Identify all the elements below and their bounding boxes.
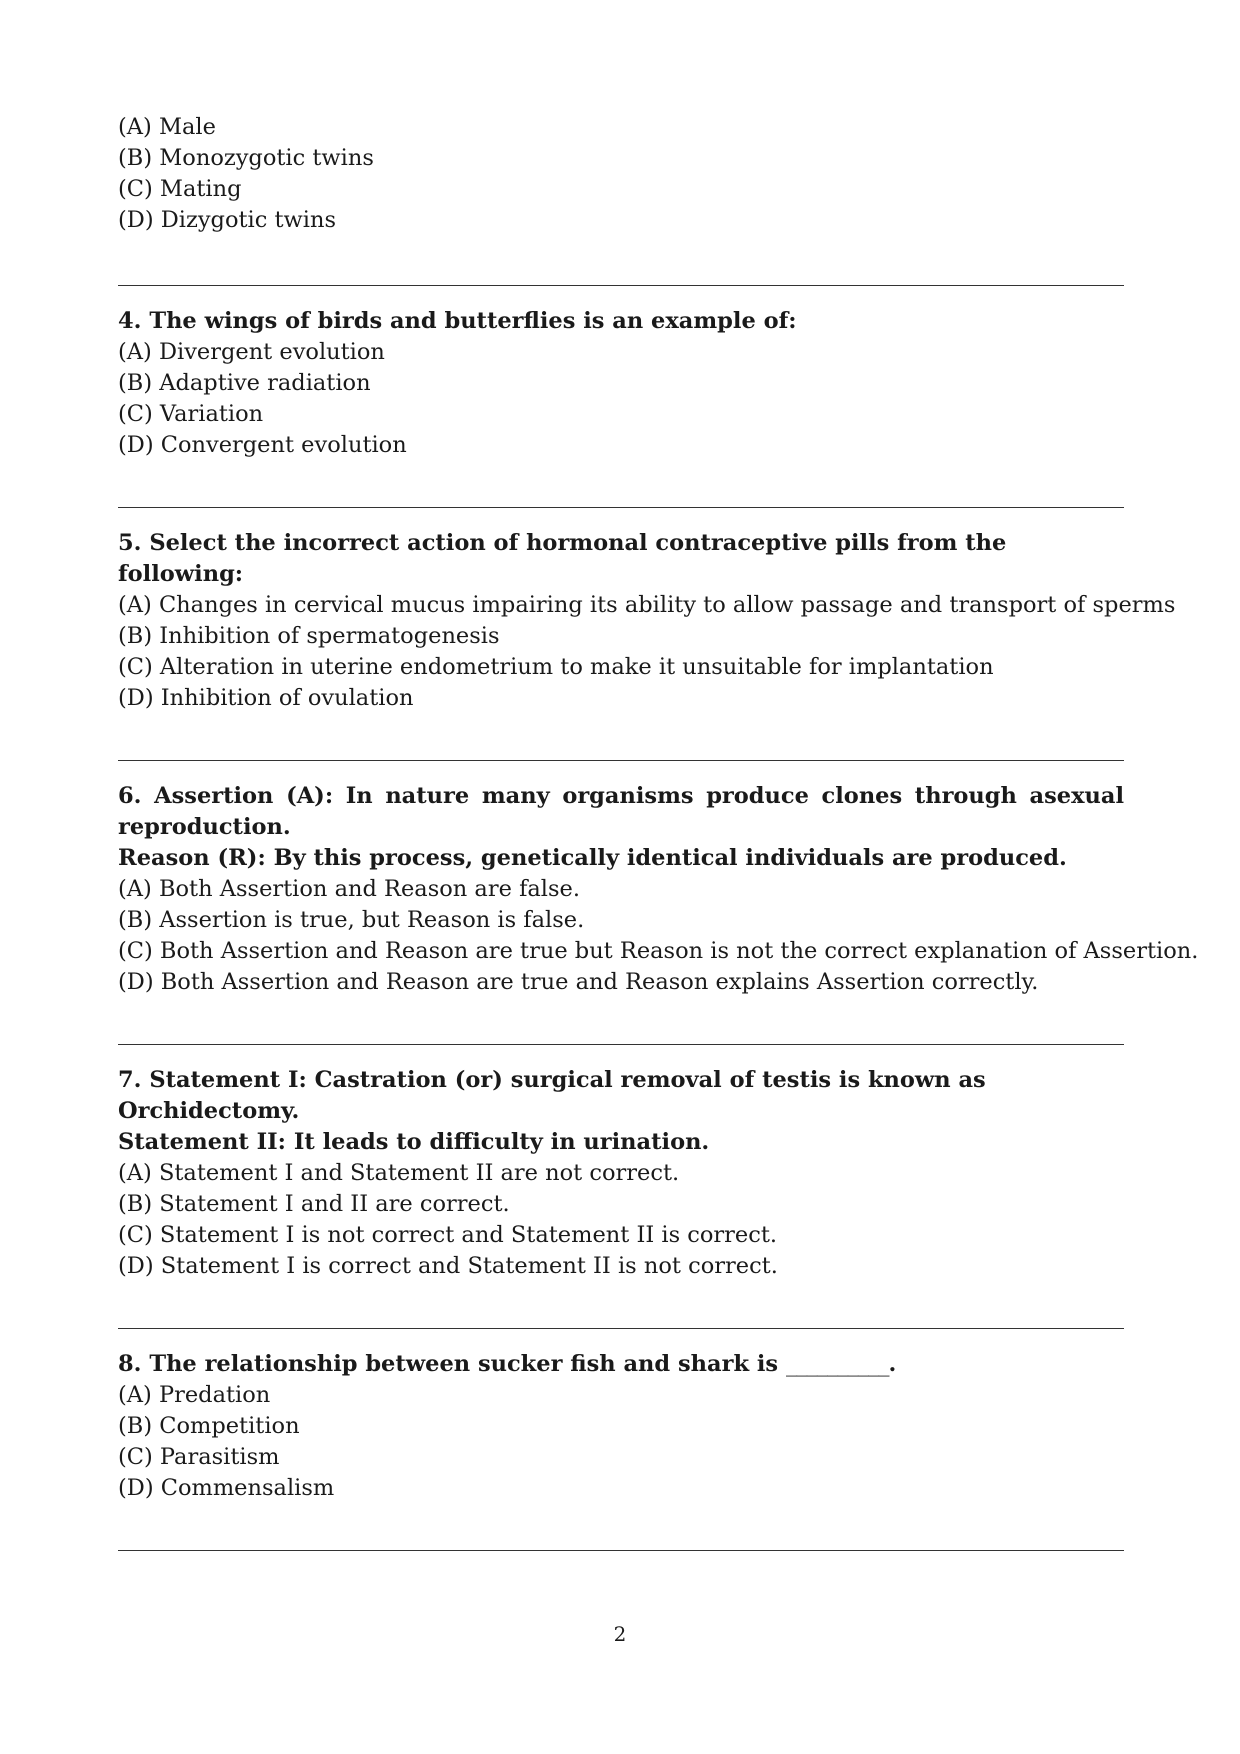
option: (A) Changes in cervical mucus impairing its ability to allow passage and transport of sperms — [118, 592, 1176, 618]
divider — [118, 507, 1124, 508]
option: (C) Variation — [118, 401, 264, 427]
option: (A) Male — [118, 114, 216, 140]
option: (B) Statement I and II are correct. — [118, 1191, 510, 1217]
question-6 — [118, 781, 1199, 998]
divider — [118, 760, 1124, 761]
question-7-statement-2: Statement II: It leads to difficulty in urination. — [118, 1129, 710, 1155]
question-5 — [118, 528, 1176, 714]
option: (D) Inhibition of ovulation — [118, 685, 414, 711]
divider — [118, 1328, 1124, 1329]
question-6-assertion: 6. Assertion (A): In nature many organisms produce clones through asexual reproduction. — [118, 783, 1124, 840]
question-7-statement-1: 7. Statement I: Castration (or) surgical removal of testis is known as Orchidectomy. — [118, 1067, 986, 1124]
option: (D) Dizygotic twins — [118, 207, 337, 233]
option: (B) Inhibition of spermatogenesis — [118, 623, 500, 649]
page-number: 2 — [613, 1622, 627, 1646]
question-8-period: . — [888, 1351, 897, 1377]
divider — [118, 285, 1124, 286]
option: (B) Competition — [118, 1413, 300, 1439]
option: (A) Divergent evolution — [118, 339, 385, 365]
option: (C) Alteration in uterine endometrium to make it unsuitable for implantation — [118, 654, 994, 680]
option: (A) Predation — [118, 1382, 271, 1408]
divider — [118, 1550, 1124, 1551]
divider — [118, 1044, 1124, 1045]
question-4 — [118, 306, 1124, 461]
question-4-text: 4. The wings of birds and butterflies is an example of: — [118, 308, 797, 334]
question-6-reason: Reason (R): By this process, genetically identical individuals are produced. — [118, 845, 1067, 871]
option: (B) Adaptive radiation — [118, 370, 371, 396]
option: (C) Statement I is not correct and Statement II is correct. — [118, 1222, 778, 1248]
answer-blank: __________ — [785, 1351, 889, 1377]
page-content — [118, 112, 1199, 1551]
option: (C) Mating — [118, 176, 242, 202]
option: (D) Statement I is correct and Statement II is not correct. — [118, 1253, 778, 1279]
option: (D) Commensalism — [118, 1475, 335, 1501]
option: (B) Monozygotic twins — [118, 145, 374, 171]
option: (C) Parasitism — [118, 1444, 280, 1470]
option: (B) Assertion is true, but Reason is false. — [118, 907, 585, 933]
option: (D) Convergent evolution — [118, 432, 407, 458]
option: (A) Both Assertion and Reason are false. — [118, 876, 581, 902]
question-5-text: 5. Select the incorrect action of hormonal contraceptive pills from the following: — [118, 530, 1007, 587]
question-7 — [118, 1065, 1124, 1282]
option: (C) Both Assertion and Reason are true but Reason is not the correct explanation of Assertion. — [118, 938, 1199, 964]
question-8-text — [118, 1349, 1124, 1380]
option: (D) Both Assertion and Reason are true and Reason explains Assertion correctly. — [118, 969, 1039, 995]
option: (A) Statement I and Statement II are not correct. — [118, 1160, 680, 1186]
question-8-stem: 8. The relationship between sucker fish and shark is — [118, 1351, 779, 1377]
question-3-options — [118, 112, 1124, 236]
question-8 — [118, 1349, 1124, 1504]
